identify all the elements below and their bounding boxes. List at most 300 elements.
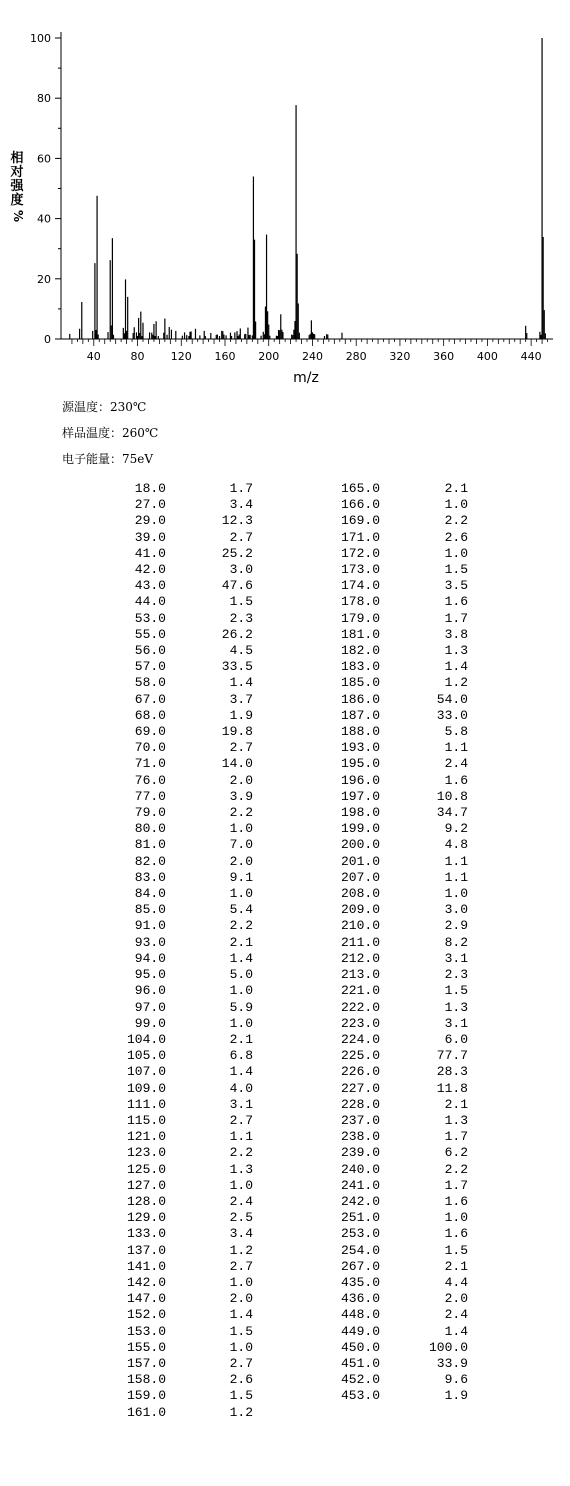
intensity-cell: 1.7 (229, 481, 253, 496)
intensity-cell: 2.2 (229, 918, 253, 934)
intensity-cell: 1.4 (444, 659, 468, 675)
peak-table (100, 481, 468, 1421)
y-tick-label: 40 (37, 212, 51, 226)
intensity-cell: 1.3 (444, 1112, 468, 1128)
mz-cell: 152.0 (126, 1307, 166, 1323)
mz-cell: 83.0 (134, 869, 166, 885)
x-tick-label: 40 (86, 350, 101, 363)
intensity-cell: 3.5 (444, 578, 468, 594)
intensity-cell: 11.8 (436, 1080, 468, 1096)
intensity-cell: 5.0 (229, 967, 253, 983)
mz-cell: 99.0 (134, 1015, 166, 1031)
mz-cell: 82.0 (134, 853, 166, 869)
table-row (100, 886, 468, 902)
intensity-cell: 1.9 (229, 707, 253, 723)
mz-cell: 186.0 (340, 691, 380, 707)
mz-cell: 123.0 (126, 1145, 166, 1161)
x-axis-label: m/z (293, 370, 319, 386)
intensity-cell: 1.2 (229, 1242, 253, 1258)
intensity-cell: 1.4 (229, 1064, 253, 1080)
electron-energy: 电子能量：75eV (62, 452, 154, 466)
y-axis-label (9, 150, 25, 222)
table-row (100, 1356, 468, 1372)
mz-cell: 44.0 (134, 594, 166, 610)
table-row (100, 870, 468, 886)
intensity-cell: 1.7 (444, 1177, 468, 1193)
spectrum-peaks (70, 38, 546, 339)
x-tick-label: 80 (130, 350, 145, 363)
intensity-cell: 10.8 (436, 788, 468, 804)
mz-cell: 228.0 (340, 1096, 380, 1112)
intensity-cell: 1.0 (444, 545, 468, 561)
mz-cell: 41.0 (134, 545, 166, 561)
intensity-cell: 2.3 (444, 967, 468, 983)
intensity-cell: 1.6 (444, 594, 468, 610)
intensity-cell (380, 1405, 468, 1421)
table-row (100, 854, 468, 870)
x-tick-label: 400 (476, 350, 498, 363)
mz-cell: 159.0 (126, 1388, 166, 1404)
mz-cell: 97.0 (134, 999, 166, 1015)
y-tick-label: 0 (44, 333, 51, 346)
table-row (100, 1210, 468, 1226)
intensity-cell: 1.5 (444, 1242, 468, 1258)
intensity-cell: 1.1 (444, 740, 468, 756)
mz-cell: 18.0 (134, 481, 166, 496)
mz-cell: 121.0 (126, 1129, 166, 1145)
intensity-cell: 47.6 (221, 578, 253, 594)
mz-cell: 153.0 (126, 1323, 166, 1339)
mz-cell: 237.0 (340, 1112, 380, 1128)
intensity-cell: 3.8 (444, 626, 468, 642)
mz-cell: 96.0 (134, 983, 166, 999)
intensity-cell: 6.8 (229, 1048, 253, 1064)
intensity-cell: 2.3 (229, 610, 253, 626)
mz-cell: 128.0 (126, 1193, 166, 1209)
intensity-cell: 3.1 (444, 950, 468, 966)
intensity-cell: 1.3 (229, 1161, 253, 1177)
intensity-cell: 4.4 (444, 1274, 468, 1290)
mz-cell: 223.0 (340, 1015, 380, 1031)
mz-cell: 91.0 (134, 918, 166, 934)
mz-cell: 165.0 (340, 481, 380, 496)
table-row (100, 1129, 468, 1145)
intensity-cell: 12.3 (221, 513, 253, 529)
table-row (100, 562, 468, 578)
table-row (100, 1097, 468, 1113)
mz-cell: 197.0 (340, 788, 380, 804)
table-row (100, 1081, 468, 1097)
mz-cell: 137.0 (126, 1242, 166, 1258)
intensity-cell: 26.2 (221, 626, 253, 642)
mz-cell: 208.0 (340, 886, 380, 902)
mz-cell: 449.0 (340, 1323, 380, 1339)
table-row (100, 627, 468, 643)
intensity-cell: 9.1 (229, 869, 253, 885)
intensity-cell: 4.8 (444, 837, 468, 853)
table-row (100, 1275, 468, 1291)
mz-cell: 267.0 (340, 1258, 380, 1274)
mz-cell: 242.0 (340, 1193, 380, 1209)
mz-cell: 39.0 (134, 529, 166, 545)
mz-cell: 129.0 (126, 1210, 166, 1226)
intensity-cell: 3.7 (229, 691, 253, 707)
intensity-cell: 33.5 (221, 659, 253, 675)
mz-cell: 85.0 (134, 902, 166, 918)
mz-cell: 104.0 (126, 1031, 166, 1047)
intensity-cell: 3.1 (444, 1015, 468, 1031)
table-row (100, 1324, 468, 1340)
intensity-cell: 5.9 (229, 999, 253, 1015)
intensity-cell: 28.3 (436, 1064, 468, 1080)
intensity-cell: 1.6 (444, 1226, 468, 1242)
intensity-cell: 2.5 (229, 1210, 253, 1226)
mz-cell: 225.0 (340, 1048, 380, 1064)
intensity-cell: 25.2 (221, 545, 253, 561)
mz-cell: 436.0 (340, 1291, 380, 1307)
mz-cell: 70.0 (134, 740, 166, 756)
intensity-cell: 1.4 (229, 950, 253, 966)
mz-cell: 181.0 (340, 626, 380, 642)
sample-temperature: 样品温度：260℃ (62, 426, 159, 440)
intensity-cell: 3.9 (229, 788, 253, 804)
x-tick-label: 200 (258, 350, 280, 363)
intensity-cell: 1.5 (444, 562, 468, 578)
x-tick-label: 240 (301, 350, 323, 363)
mz-cell: 141.0 (126, 1258, 166, 1274)
mz-cell: 76.0 (134, 772, 166, 788)
table-row (100, 497, 468, 513)
mz-cell: 127.0 (126, 1177, 166, 1193)
mz-cell: 452.0 (340, 1372, 380, 1388)
mz-cell: 79.0 (134, 805, 166, 821)
intensity-cell: 1.3 (444, 643, 468, 659)
mz-cell: 209.0 (340, 902, 380, 918)
table-row (100, 1372, 468, 1388)
mz-cell: 155.0 (126, 1339, 166, 1355)
table-row (100, 837, 468, 853)
table-row (100, 967, 468, 983)
intensity-cell: 3.1 (229, 1096, 253, 1112)
intensity-cell: 1.2 (229, 1404, 253, 1420)
x-tick-label: 280 (345, 350, 367, 363)
mz-cell: 105.0 (126, 1048, 166, 1064)
mz-cell: 133.0 (126, 1226, 166, 1242)
table-row (100, 1388, 468, 1404)
intensity-cell: 2.6 (444, 529, 468, 545)
mz-cell: 81.0 (134, 837, 166, 853)
intensity-cell: 1.4 (444, 1323, 468, 1339)
table-row (100, 1259, 468, 1275)
mz-cell: 42.0 (134, 562, 166, 578)
mz-cell: 69.0 (134, 724, 166, 740)
table-row (100, 708, 468, 724)
mz-cell: 253.0 (340, 1226, 380, 1242)
intensity-cell: 3.0 (229, 562, 253, 578)
table-row (100, 1307, 468, 1323)
mz-cell: 111.0 (126, 1096, 166, 1112)
intensity-cell: 2.2 (229, 1145, 253, 1161)
mz-cell: 207.0 (340, 869, 380, 885)
mz-cell: 435.0 (340, 1274, 380, 1290)
mz-cell: 84.0 (134, 886, 166, 902)
mz-cell: 448.0 (340, 1307, 380, 1323)
table-row (100, 935, 468, 951)
mz-cell: 240.0 (340, 1161, 380, 1177)
intensity-cell: 14.0 (221, 756, 253, 772)
mz-cell: 195.0 (340, 756, 380, 772)
table-row (100, 789, 468, 805)
mz-cell: 77.0 (134, 788, 166, 804)
intensity-cell: 2.1 (444, 481, 468, 496)
intensity-cell: 5.4 (229, 902, 253, 918)
table-row (100, 1405, 468, 1421)
mz-cell: 93.0 (134, 934, 166, 950)
mz-cell: 187.0 (340, 707, 380, 723)
y-label-char: 相 (10, 151, 24, 166)
intensity-cell: 2.9 (444, 918, 468, 934)
intensity-cell: 2.1 (444, 1258, 468, 1274)
intensity-cell: 1.1 (444, 853, 468, 869)
intensity-cell: 9.2 (444, 821, 468, 837)
intensity-cell: 6.0 (444, 1031, 468, 1047)
intensity-cell: 9.6 (444, 1372, 468, 1388)
table-row (100, 740, 468, 756)
mz-cell: 107.0 (126, 1064, 166, 1080)
intensity-cell: 1.0 (444, 1210, 468, 1226)
mz-cell: 251.0 (340, 1210, 380, 1226)
intensity-cell: 2.4 (444, 1307, 468, 1323)
intensity-cell: 4.5 (229, 643, 253, 659)
mz-cell: 95.0 (134, 967, 166, 983)
table-row (100, 983, 468, 999)
mz-cell: 185.0 (340, 675, 380, 691)
mz-cell: 68.0 (134, 707, 166, 723)
intensity-cell: 77.7 (436, 1048, 468, 1064)
y-axis-ticks (30, 32, 61, 346)
intensity-cell: 4.0 (229, 1080, 253, 1096)
table-row (100, 951, 468, 967)
intensity-cell: 2.7 (229, 1112, 253, 1128)
table-row (100, 1243, 468, 1259)
mz-cell: 71.0 (134, 756, 166, 772)
table-row (100, 1113, 468, 1129)
table-row (100, 513, 468, 529)
intensity-cell: 8.2 (444, 934, 468, 950)
x-tick-label: 360 (433, 350, 455, 363)
mz-cell: 221.0 (340, 983, 380, 999)
mz-cell: 239.0 (340, 1145, 380, 1161)
table-row (100, 1178, 468, 1194)
mz-cell: 29.0 (134, 513, 166, 529)
intensity-cell: 3.0 (444, 902, 468, 918)
mz-cell: 178.0 (340, 594, 380, 610)
mz-cell: 142.0 (126, 1274, 166, 1290)
mz-cell: 57.0 (134, 659, 166, 675)
intensity-cell: 1.2 (444, 675, 468, 691)
y-label-char: 对 (10, 165, 24, 180)
mz-cell: 169.0 (340, 513, 380, 529)
intensity-cell: 6.2 (444, 1145, 468, 1161)
intensity-cell: 1.0 (229, 983, 253, 999)
table-row (100, 756, 468, 772)
intensity-cell: 1.6 (444, 772, 468, 788)
intensity-cell: 1.9 (444, 1388, 468, 1404)
mz-cell: 94.0 (134, 950, 166, 966)
intensity-cell: 2.1 (229, 1031, 253, 1047)
mz-cell: 56.0 (134, 643, 166, 659)
intensity-cell: 2.7 (229, 529, 253, 545)
intensity-cell: 2.6 (229, 1372, 253, 1388)
intensity-cell: 1.0 (229, 1015, 253, 1031)
table-row (100, 1145, 468, 1161)
intensity-cell: 100.0 (428, 1339, 468, 1355)
intensity-cell: 2.2 (444, 1161, 468, 1177)
mz-cell: 157.0 (126, 1355, 166, 1371)
mz-cell: 115.0 (126, 1112, 166, 1128)
peak-table-body (100, 481, 468, 1421)
intensity-cell: 2.7 (229, 1258, 253, 1274)
table-row (100, 594, 468, 610)
mz-cell: 222.0 (340, 999, 380, 1015)
mz-cell: 27.0 (134, 497, 166, 513)
table-row (100, 902, 468, 918)
table-row (100, 773, 468, 789)
intensity-cell: 2.0 (229, 772, 253, 788)
table-row (100, 1000, 468, 1016)
mz-cell: 198.0 (340, 805, 380, 821)
intensity-cell: 1.0 (229, 1339, 253, 1355)
x-tick-label: 160 (214, 350, 236, 363)
mass-spectrum-chart (0, 0, 570, 395)
table-row (100, 1226, 468, 1242)
intensity-cell: 2.4 (444, 756, 468, 772)
intensity-cell: 3.4 (229, 1226, 253, 1242)
mz-cell: 53.0 (134, 610, 166, 626)
mz-cell: 211.0 (340, 934, 380, 950)
intensity-cell: 5.8 (444, 724, 468, 740)
intensity-cell: 3.4 (229, 497, 253, 513)
table-row (100, 578, 468, 594)
y-tick-label: 80 (37, 92, 51, 106)
mz-cell: 241.0 (340, 1177, 380, 1193)
mz-cell: 179.0 (340, 610, 380, 626)
mz-cell: 58.0 (134, 675, 166, 691)
mz-cell: 55.0 (134, 626, 166, 642)
mz-cell: 451.0 (340, 1355, 380, 1371)
intensity-cell: 2.0 (229, 853, 253, 869)
table-row (100, 1032, 468, 1048)
table-row (100, 643, 468, 659)
intensity-cell: 1.0 (444, 886, 468, 902)
mz-cell: 172.0 (340, 545, 380, 561)
mz-cell: 161.0 (126, 1404, 166, 1420)
mz-cell: 125.0 (126, 1161, 166, 1177)
mz-cell: 238.0 (340, 1129, 380, 1145)
table-row (100, 692, 468, 708)
mz-cell: 188.0 (340, 724, 380, 740)
y-label-char: 度 (10, 193, 24, 208)
intensity-cell: 1.1 (444, 869, 468, 885)
mz-cell: 67.0 (134, 691, 166, 707)
intensity-cell: 33.0 (436, 707, 468, 723)
table-row (100, 546, 468, 562)
intensity-cell: 2.2 (229, 805, 253, 821)
mz-cell: 166.0 (340, 497, 380, 513)
mz-cell: 254.0 (340, 1242, 380, 1258)
y-tick-label: 60 (37, 152, 51, 166)
y-tick-label: 100 (30, 32, 51, 45)
intensity-cell: 34.7 (436, 805, 468, 821)
table-row (100, 1162, 468, 1178)
intensity-cell: 2.7 (229, 1355, 253, 1371)
intensity-cell: 2.2 (444, 513, 468, 529)
intensity-cell: 1.0 (229, 1274, 253, 1290)
intensity-cell: 1.0 (229, 886, 253, 902)
mz-cell: 210.0 (340, 918, 380, 934)
table-row (100, 918, 468, 934)
mz-cell: 182.0 (340, 643, 380, 659)
x-tick-label: 120 (170, 350, 192, 363)
mz-cell: 199.0 (340, 821, 380, 837)
intensity-cell: 54.0 (436, 691, 468, 707)
mz-cell: 171.0 (340, 529, 380, 545)
table-row (100, 1291, 468, 1307)
intensity-cell: 1.0 (444, 497, 468, 513)
mz-cell: 224.0 (340, 1031, 380, 1047)
mz-cell: 227.0 (340, 1080, 380, 1096)
table-row (100, 481, 468, 497)
mz-cell: 174.0 (340, 578, 380, 594)
table-row (100, 1194, 468, 1210)
table-row (100, 1340, 468, 1356)
intensity-cell: 2.1 (229, 934, 253, 950)
table-row (100, 675, 468, 691)
y-label-char: % (11, 210, 25, 223)
table-row (100, 611, 468, 627)
mz-cell: 80.0 (134, 821, 166, 837)
y-label-char: 强 (10, 179, 24, 194)
table-row (100, 659, 468, 675)
table-row (100, 1016, 468, 1032)
intensity-cell: 1.3 (444, 999, 468, 1015)
x-tick-label: 320 (389, 350, 411, 363)
mz-cell: 43.0 (134, 578, 166, 594)
intensity-cell: 7.0 (229, 837, 253, 853)
intensity-cell: 2.1 (444, 1096, 468, 1112)
mz-cell: 213.0 (340, 967, 380, 983)
intensity-cell: 2.7 (229, 740, 253, 756)
mz-cell: 147.0 (126, 1291, 166, 1307)
intensity-cell: 1.5 (229, 1388, 253, 1404)
intensity-cell: 1.0 (229, 821, 253, 837)
source-temperature: 源温度：230℃ (62, 400, 147, 414)
mz-cell: 173.0 (340, 562, 380, 578)
table-row (100, 530, 468, 546)
mz-cell: 450.0 (340, 1339, 380, 1355)
intensity-cell: 1.0 (229, 1177, 253, 1193)
intensity-cell: 1.5 (444, 983, 468, 999)
intensity-cell: 1.5 (229, 1323, 253, 1339)
mz-cell: 212.0 (340, 950, 380, 966)
table-row (100, 1064, 468, 1080)
mz-cell: 226.0 (340, 1064, 380, 1080)
mz-cell: 200.0 (340, 837, 380, 853)
mz-cell (253, 1405, 380, 1421)
table-row (100, 724, 468, 740)
intensity-cell: 2.0 (229, 1291, 253, 1307)
intensity-cell: 1.7 (444, 1129, 468, 1145)
